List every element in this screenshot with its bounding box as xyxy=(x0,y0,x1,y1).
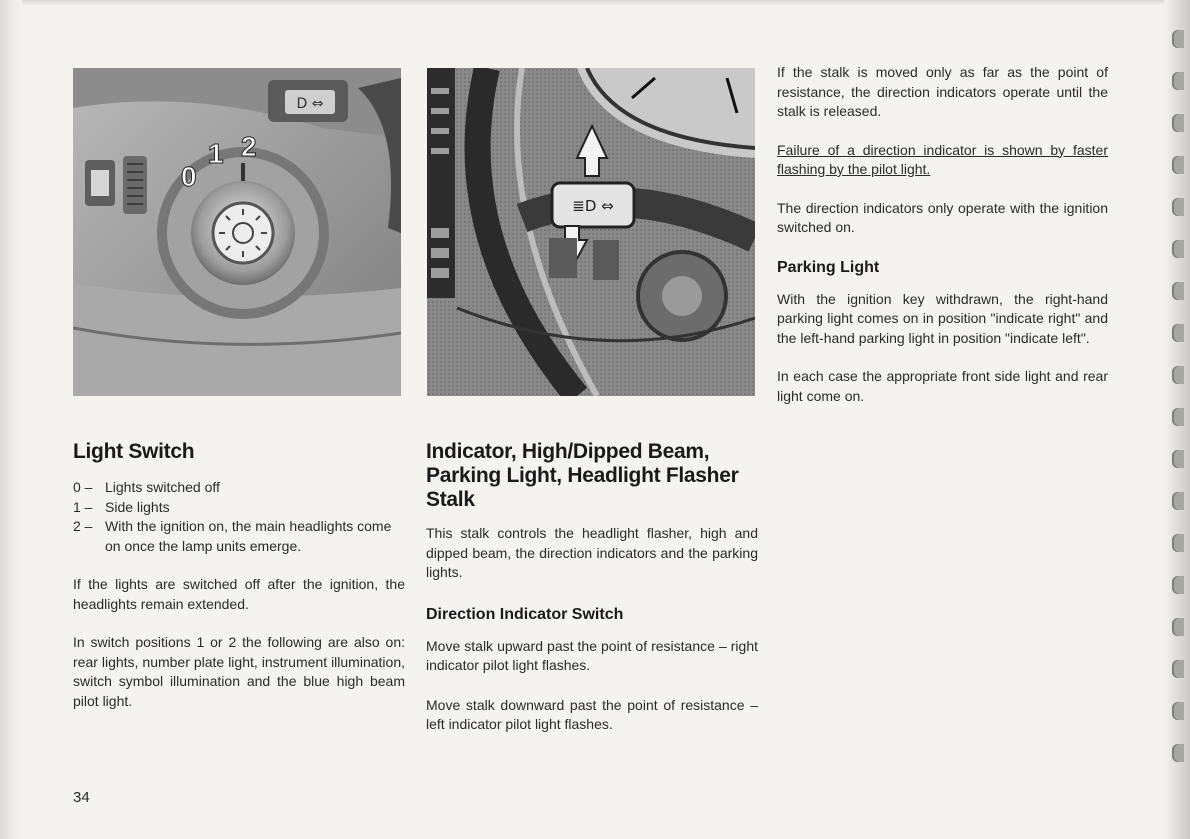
svg-text:≣D ⇔: ≣D ⇔ xyxy=(572,197,614,215)
list-item-num: 1 – xyxy=(73,498,93,515)
list-item-text: Side lights xyxy=(105,498,170,515)
indicator-stalk-illustration xyxy=(427,68,755,396)
list-item xyxy=(73,517,405,556)
list-item-num: 2 – xyxy=(73,518,93,534)
parking-light-paragraph: With the ignition key withdrawn, the right-hand parking light comes on in position "indicate right" and the left-hand parking light in position "indicate left". xyxy=(777,290,1108,346)
switch-positions-paragraph: In switch positions 1 or 2 the following are also on: rear lights, number plate light, instrument illumination, switch symbol illumination and the blue high beam pilot light. xyxy=(73,634,405,709)
stalk-heading: Indicator, High/Dipped Beam, Parking Light, Headlight Flasher Stalk xyxy=(426,440,739,511)
parking-light-section xyxy=(777,63,1108,406)
stalk-intro-paragraph: This stalk controls the headlight flasher, high and dipped beam, the direction indicators and the parking lights. xyxy=(426,525,758,580)
list-item-text: Lights switched off xyxy=(105,479,220,495)
side-rear-light-paragraph: In each case the appropriate front side light and rear light come on. xyxy=(777,368,1108,404)
indicator-failure-paragraph: Failure of a direction indicator is shown by faster flashing by the pilot light. xyxy=(777,141,1108,177)
move-upward-paragraph: Move stalk upward past the point of resistance – right indicator pilot light flashes. xyxy=(426,637,758,673)
switch-position-0: 0 xyxy=(181,161,197,192)
light-switch-heading: Light Switch xyxy=(73,440,195,463)
move-downward-paragraph: Move stalk downward past the point of resistance – left indicator pilot light flashes. xyxy=(426,696,758,732)
parking-light-heading: Parking Light xyxy=(777,258,880,276)
stalk-section xyxy=(426,440,758,735)
list-item-text: With the ignition on, the main headlights come on once the lamp units emerge. xyxy=(105,518,392,554)
switch-position-2: 2 xyxy=(241,131,257,162)
page-top-shadow xyxy=(0,0,1190,6)
ignition-required-paragraph: The direction indicators only operate with the ignition switched on. xyxy=(777,199,1108,235)
list-item xyxy=(73,498,405,518)
list-item xyxy=(73,478,405,498)
svg-text:D ⇔: D ⇔ xyxy=(296,96,324,112)
light-switch-illustration xyxy=(73,68,401,396)
headlights-extended-paragraph: If the lights are switched off after the ignition, the headlights remain extended. xyxy=(73,576,405,612)
direction-indicator-heading: Direction Indicator Switch xyxy=(426,605,624,623)
page-left-edge xyxy=(0,0,22,839)
point-of-resistance-paragraph: If the stalk is moved only as far as the point of resistance, the direction indicators operate until the stalk is released. xyxy=(777,64,1108,119)
list-item-num: 0 – xyxy=(73,479,93,495)
page-number: 34 xyxy=(73,789,90,806)
spiral-binding xyxy=(1164,0,1190,839)
switch-position-1: 1 xyxy=(208,138,224,169)
switch-positions-list xyxy=(73,478,405,556)
light-switch-section xyxy=(73,440,405,711)
